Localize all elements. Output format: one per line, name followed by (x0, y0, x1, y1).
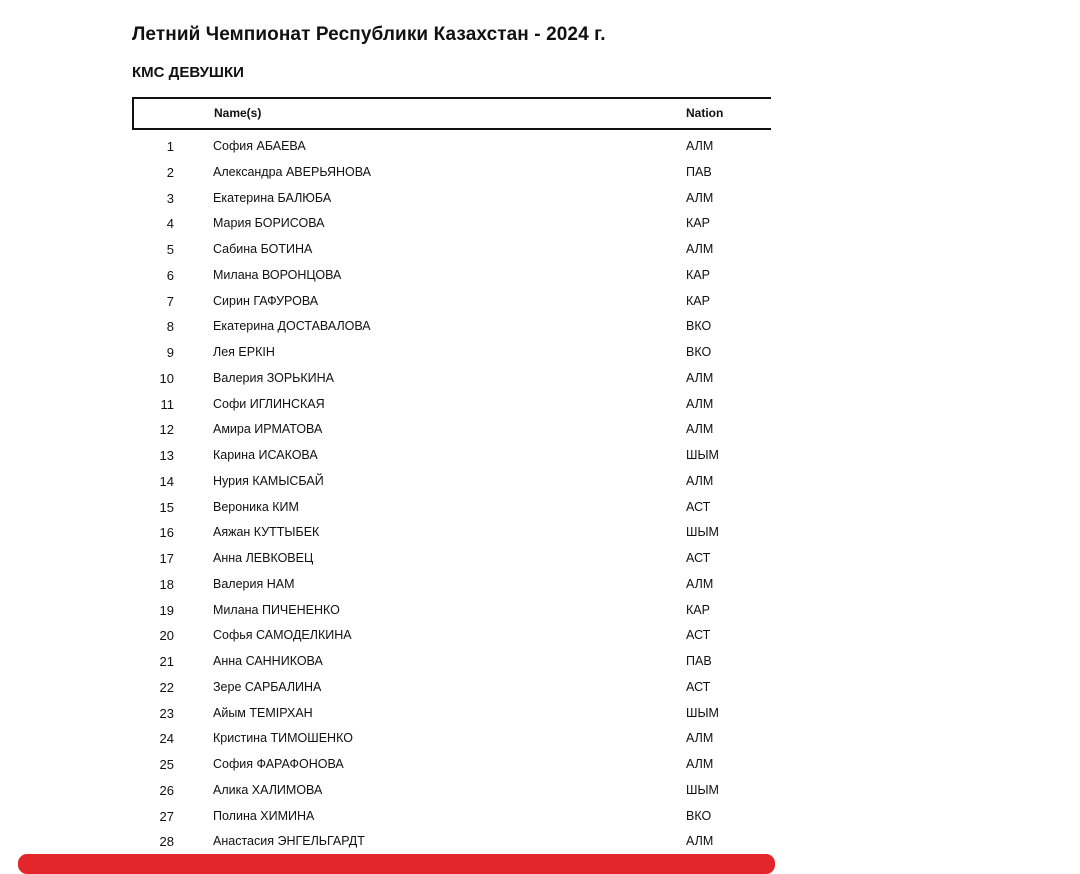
athlete-name-cell: Полина ХИМИНА (213, 808, 315, 823)
nation-cell: АЛМ (686, 757, 714, 771)
table-row (0, 571, 1080, 597)
nation-cell: ШЫМ (686, 782, 719, 797)
page-title: Летний Чемпионат Республики Казахстан - 2024 г. (132, 24, 606, 45)
rank-cell: 8 (166, 319, 174, 335)
rank-cell: 26 (159, 782, 174, 798)
table-row (0, 725, 1080, 751)
nation-cell: ВКО (686, 319, 712, 334)
rank-cell: 22 (159, 679, 174, 695)
column-header-nation: Nation (686, 106, 724, 120)
table-row (0, 185, 1080, 211)
nation-cell: КАР (686, 293, 710, 308)
nation-cell: АСТ (686, 679, 711, 694)
nation-cell: АЛМ (686, 834, 714, 849)
results-table-body (0, 133, 1080, 854)
athlete-name-cell: София АБАЕВА (213, 139, 306, 153)
nation-cell: ШЫМ (686, 705, 719, 720)
table-row (0, 288, 1080, 314)
rank-cell: 16 (159, 525, 174, 541)
nation-cell: ВКО (686, 808, 712, 823)
athlete-name-cell: Кристина ТИМОШЕНКО (213, 731, 353, 746)
rank-cell: 27 (159, 808, 174, 824)
rank-cell: 3 (166, 190, 174, 206)
nation-cell: АЛМ (686, 473, 714, 488)
rank-cell: 7 (166, 293, 174, 309)
rank-cell: 23 (159, 705, 174, 721)
rank-cell: 21 (159, 654, 174, 669)
rank-cell: 15 (159, 499, 174, 515)
table-row (0, 416, 1080, 442)
athlete-name-cell: Софи ИГЛИНСКАЯ (213, 396, 325, 411)
athlete-name-cell: Валерия НАМ (213, 576, 295, 591)
nation-cell: АСТ (686, 551, 711, 565)
table-row (0, 442, 1080, 468)
athlete-name-cell: Анна САННИКОВА (213, 654, 323, 668)
rank-cell: 24 (159, 731, 174, 747)
table-row (0, 494, 1080, 520)
nation-cell: ШЫМ (686, 448, 719, 462)
table-row (0, 597, 1080, 623)
athlete-name-cell: Лея ЕРКІН (213, 345, 275, 359)
table-row (0, 210, 1080, 236)
athlete-name-cell: Софья САМОДЕЛКИНА (213, 628, 352, 643)
athlete-name-cell: Анна ЛЕВКОВЕЦ (213, 551, 314, 565)
athlete-name-cell: Амира ИРМАТОВА (213, 422, 323, 437)
table-row (0, 622, 1080, 648)
category-subtitle: КМС ДЕВУШКИ (132, 64, 244, 81)
rank-cell: 28 (159, 834, 174, 850)
nation-cell: АЛМ (686, 576, 714, 591)
table-row (0, 236, 1080, 262)
athlete-name-cell: Алика ХАЛИМОВА (213, 782, 323, 797)
table-row (0, 468, 1080, 494)
rank-cell: 9 (166, 345, 174, 360)
rank-cell: 1 (166, 139, 174, 154)
athlete-name-cell: Аяжан КУТТЫБЕК (213, 525, 320, 540)
athlete-name-cell: Вероника КИМ (213, 499, 299, 514)
table-row (0, 313, 1080, 339)
table-row (0, 391, 1080, 417)
table-header (132, 97, 771, 130)
nation-cell: КАР (686, 216, 710, 231)
table-row (0, 777, 1080, 803)
rank-cell: 5 (166, 242, 174, 257)
athlete-name-cell: Екатерина БАЛЮБА (213, 190, 332, 205)
rank-cell: 6 (166, 267, 174, 283)
nation-cell: АЛМ (686, 396, 714, 411)
athlete-name-cell: Айым ТЕМІРХАН (213, 705, 313, 720)
table-row (0, 339, 1080, 365)
athlete-name-cell: Александра АВЕРЬЯНОВА (213, 164, 371, 179)
athlete-name-cell: София ФАРАФОНОВА (213, 757, 344, 771)
rank-cell: 2 (166, 164, 174, 180)
nation-cell: АЛМ (686, 139, 714, 153)
athlete-name-cell: Мария БОРИСОВА (213, 216, 325, 231)
athlete-name-cell: Карина ИСАКОВА (213, 448, 318, 462)
athlete-name-cell: Милана ВОРОНЦОВА (213, 267, 342, 282)
rank-cell: 17 (159, 551, 174, 566)
table-row (0, 519, 1080, 545)
nation-cell: АЛМ (686, 422, 714, 437)
table-row (0, 262, 1080, 288)
nation-cell: АСТ (686, 499, 711, 514)
table-row (0, 674, 1080, 700)
rank-cell: 14 (159, 473, 174, 489)
rank-cell: 12 (159, 422, 174, 438)
rank-cell: 11 (160, 396, 174, 412)
nation-cell: КАР (686, 602, 710, 617)
nation-cell: КАР (686, 267, 710, 282)
athlete-name-cell: Нурия КАМЫСБАЙ (213, 473, 324, 488)
rank-cell: 20 (159, 628, 174, 644)
column-header-name: Name(s) (214, 106, 262, 120)
table-row (0, 700, 1080, 726)
athlete-name-cell: Сирин ГАФУРОВА (213, 293, 319, 308)
athlete-name-cell: Екатерина ДОСТАВАЛОВА (213, 319, 371, 334)
nation-cell: АЛМ (686, 731, 714, 746)
rank-cell: 10 (159, 370, 174, 386)
nation-cell: АЛМ (686, 370, 714, 385)
nation-cell: ПАВ (686, 164, 712, 179)
nation-cell: ПАВ (686, 654, 712, 668)
table-row (0, 648, 1080, 674)
athlete-name-cell: Валерия ЗОРЬКИНА (213, 370, 335, 385)
athlete-name-cell: Зере САРБАЛИНА (213, 679, 322, 694)
table-row (0, 159, 1080, 185)
rank-cell: 13 (159, 448, 174, 463)
table-row (0, 828, 1080, 854)
rank-cell: 25 (159, 757, 174, 772)
table-row (0, 133, 1080, 159)
bottom-bar (18, 854, 775, 874)
table-row (0, 751, 1080, 777)
nation-cell: ШЫМ (686, 525, 719, 540)
nation-cell: ВКО (686, 345, 712, 359)
athlete-name-cell: Милана ПИЧЕНЕНКО (213, 602, 340, 617)
nation-cell: АЛМ (686, 190, 714, 205)
table-row (0, 365, 1080, 391)
athlete-name-cell: Анастасия ЭНГЕЛЬГАРДТ (213, 834, 365, 849)
rank-cell: 19 (159, 602, 174, 618)
table-row (0, 545, 1080, 571)
nation-cell: АСТ (686, 628, 711, 643)
athlete-name-cell: Сабина БОТИНА (213, 242, 313, 256)
rank-cell: 4 (166, 216, 174, 232)
table-row (0, 803, 1080, 829)
nation-cell: АЛМ (686, 242, 714, 256)
rank-cell: 18 (159, 576, 174, 592)
